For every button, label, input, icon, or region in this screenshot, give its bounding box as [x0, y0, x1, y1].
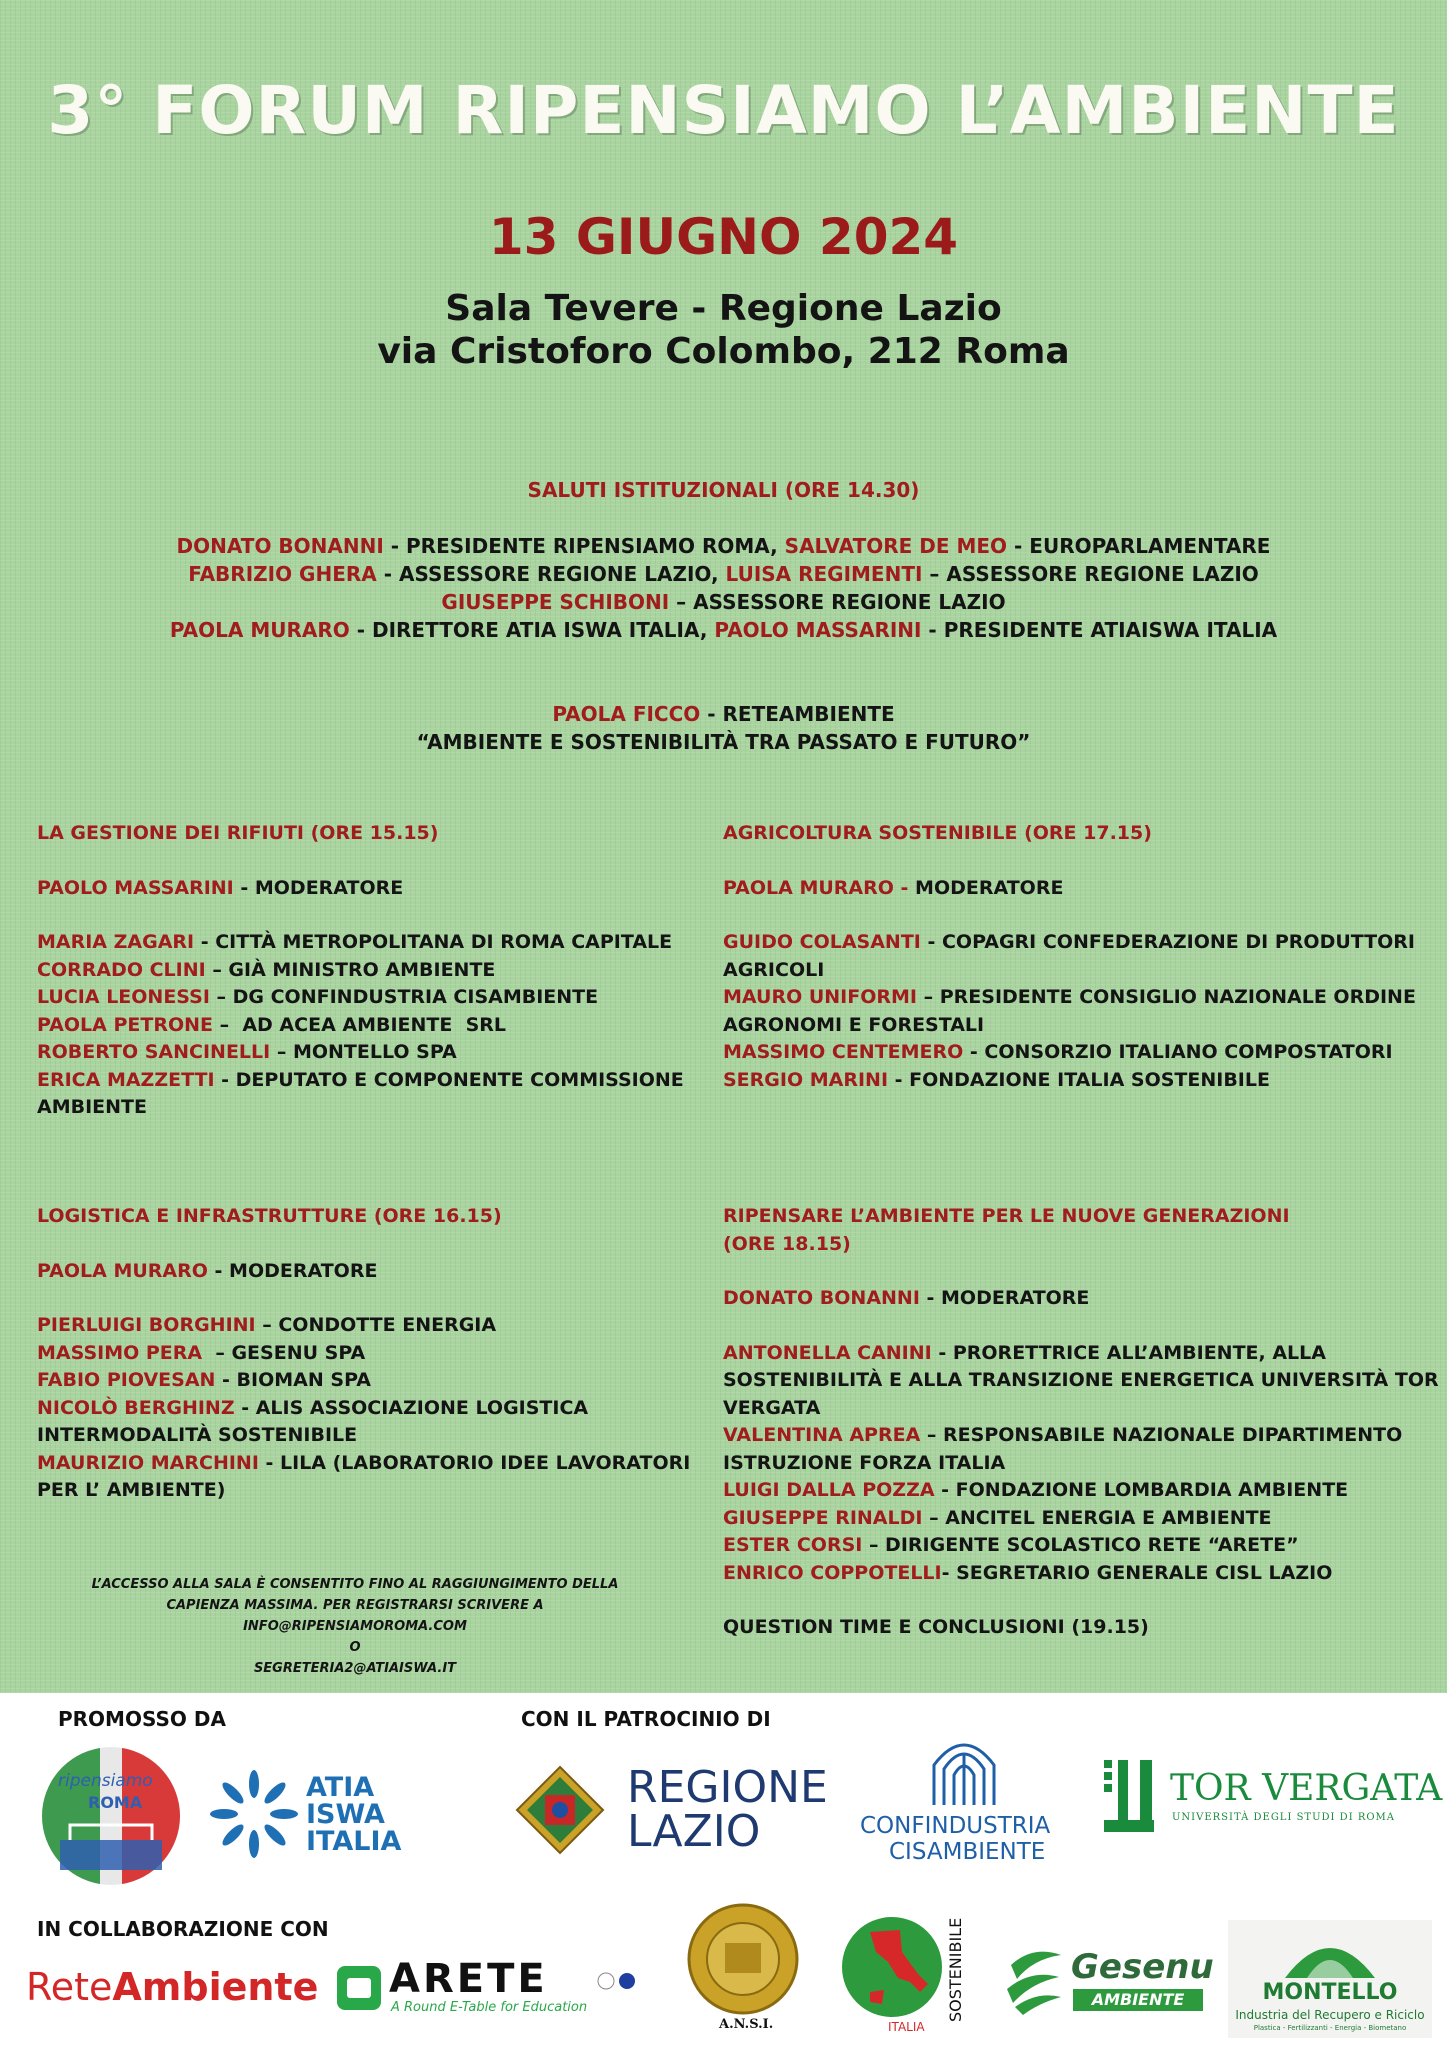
saluti-heading: SALUTI ISTITUZIONALI (ORE 14.30)	[527, 478, 920, 502]
saluti-section	[0, 476, 1447, 644]
event-title: 3° FORUM RIPENSIAMO L’AMBIENTE	[47, 72, 1400, 149]
ansi-medal-icon	[687, 1903, 799, 2015]
ripensiamo-roma-emblem	[40, 1745, 182, 1887]
access-note-line: L’ACCESSO ALLA SALA È CONSENTITO FINO AL RAGGIUNGIMENTO DELLA	[91, 1577, 619, 1592]
speaker-line	[723, 1560, 1439, 1588]
reteambiente-logo	[26, 1965, 318, 2009]
speaker-name: MAURO UNIFORMI	[723, 986, 917, 1008]
patrocinio-label: CON IL PATROCINIO DI	[521, 1707, 771, 1731]
speaker-role: - FONDAZIONE LOMBARDIA AMBIENTE	[934, 1479, 1349, 1501]
speaker-role: - PRESIDENTE RIPENSIAMO ROMA,	[383, 534, 785, 558]
speaker-role: MODERATORE	[908, 876, 1064, 899]
speaker-name: ROBERTO SANCINELLI	[37, 1041, 271, 1063]
speaker-role: - DEPUTATO E COMPONENTE COMMISSIONE	[214, 1068, 684, 1091]
sostenibile-logo-vertical: SOSTENIBILE	[946, 1917, 965, 2022]
keynote-topic: “AMBIENTE E SOSTENIBILITÀ TRA PASSATO E FUTURO”	[416, 730, 1031, 754]
speaker-line	[37, 1367, 690, 1395]
speaker-role-continued: ISTRUZIONE FORZA ITALIA	[723, 1451, 1006, 1474]
venue-line-1: Sala Tevere - Regione Lazio	[445, 288, 1002, 329]
atia-logo-line: ATIA	[306, 1772, 375, 1803]
session-agricoltura	[723, 820, 1416, 1094]
speaker-role-continued: INTERMODALITÀ SOSTENIBILE	[37, 1424, 358, 1446]
tor-vergata-logo-name: TOR VERGATA	[1170, 1768, 1443, 1809]
montello-logo	[1228, 1920, 1432, 2038]
speaker-role-continued: VERGATA	[723, 1396, 821, 1419]
atia-logo-line: ITALIA	[306, 1826, 402, 1857]
arete-square-icon	[335, 1964, 383, 2012]
moderator-line	[37, 875, 684, 903]
access-note-line: CAPIENZA MASSIMA. PER REGISTRARSI SCRIVERE A	[166, 1598, 544, 1613]
speaker-role-continued: SOSTENIBILITÀ E ALLA TRANSIZIONE ENERGETICA UNIVERSITÀ TOR	[723, 1369, 1439, 1391]
arete-logo-tagline: A Round E-Table for Education	[391, 2000, 588, 2015]
speaker-line	[37, 1067, 684, 1095]
flags-icon	[597, 1972, 637, 1990]
montello-hill-icon	[1285, 1928, 1375, 1978]
speaker-role: - DIRETTORE ATIA ISWA ITALIA,	[349, 618, 715, 642]
speaker-name: FABIO PIOVESAN	[37, 1369, 216, 1391]
ripensiamo-logo-word: ripensiamo	[58, 1771, 153, 1791]
speaker-name: ESTER CORSI	[723, 1534, 863, 1556]
saluti-line	[0, 560, 1447, 588]
ansi-logo-label: A.N.S.I.	[719, 2017, 774, 2032]
tor-vergata-logo	[1100, 1760, 1443, 1838]
regione-logo-line: REGIONE	[627, 1762, 828, 1813]
speaker-role-continued: AMBIENTE	[37, 1096, 147, 1118]
speaker-name: PAOLA FICCO	[552, 702, 701, 726]
moderator-line	[723, 875, 1416, 903]
speaker-role: – GIÀ MINISTRO AMBIENTE	[205, 958, 496, 981]
session-generazioni	[723, 1203, 1439, 1642]
speaker-role: - RETEAMBIENTE	[700, 702, 895, 726]
speaker-name: MASSIMO PERA	[37, 1341, 203, 1364]
speaker-line	[723, 1532, 1439, 1560]
speaker-name: PAOLA MURARO	[37, 1259, 208, 1282]
speaker-line	[723, 1477, 1439, 1505]
regione-logo-line: LAZIO	[627, 1806, 761, 1857]
speaker-name: GIUSEPPE RINALDI	[723, 1506, 923, 1529]
speaker-role: – ANCITEL ENERGIA E AMBIENTE	[922, 1506, 1272, 1529]
gesenu-logo	[1003, 1945, 1214, 2025]
speaker-name: DONATO BONANNI	[176, 534, 384, 558]
session-time: (ORE 18.15)	[723, 1232, 851, 1255]
speaker-line	[37, 929, 684, 957]
speaker-role: - FONDAZIONE ITALIA SOSTENIBILE	[888, 1068, 1270, 1091]
speaker-role: - MODERATORE	[233, 876, 404, 899]
saluti-line	[0, 588, 1447, 616]
speaker-role: – DIRIGENTE SCOLASTICO RETE “ARETE”	[862, 1534, 1299, 1556]
speaker-line	[37, 1012, 684, 1040]
speaker-role: - LILA (LABORATORIO IDEE LAVORATORI	[258, 1451, 691, 1474]
speaker-role: - ALIS ASSOCIAZIONE LOGISTICA	[234, 1396, 589, 1419]
speaker-role: - MODERATORE	[919, 1287, 1090, 1309]
speaker-name: PAOLA MURARO -	[723, 876, 909, 899]
speaker-line	[37, 957, 684, 985]
speaker-name: LUISA REGIMENTI	[725, 562, 923, 586]
speaker-line	[723, 1505, 1439, 1533]
arete-logo	[335, 1956, 650, 2020]
speaker-name: CORRADO CLINI	[37, 958, 206, 981]
atia-logo-line: ISWA	[306, 1799, 385, 1830]
speaker-role: - BIOMAN SPA	[215, 1369, 371, 1391]
speaker-role: – RESPONSABILE NAZIONALE DIPARTIMENTO	[920, 1424, 1403, 1446]
speaker-role: – ASSESSORE REGIONE LAZIO	[669, 590, 1006, 614]
speaker-name: FABRIZIO GHERA	[188, 562, 377, 586]
gesenu-logo-name: Gesenu	[1071, 1947, 1214, 1987]
saluti-line	[0, 616, 1447, 644]
speaker-name: GUIDO COLASANTI	[723, 931, 921, 953]
reteambiente-logo-part: Ambiente	[112, 1965, 319, 2009]
speaker-role-continued: PER L’ AMBIENTE)	[37, 1479, 226, 1501]
ripensiamo-roma-logo	[40, 1745, 182, 1887]
montello-logo-tagline: Industria del Recupero e Riciclo	[1235, 2008, 1425, 2022]
speaker-role-continued: AGRICOLI	[723, 958, 825, 981]
speaker-role: – ASSESSORE REGIONE LAZIO	[922, 562, 1259, 586]
speaker-name: LUCIA LEONESSI	[37, 986, 210, 1008]
regione-lazio-logo	[515, 1762, 828, 1859]
regione-lazio-crest-icon	[515, 1765, 605, 1855]
speaker-name: LUIGI DALLA POZZA	[723, 1479, 935, 1501]
speaker-name: MAURIZIO MARCHINI	[37, 1451, 259, 1474]
montello-logo-name: MONTELLO	[1262, 1980, 1398, 2005]
speaker-role: - PRORETTRICE ALL’AMBIENTE, ALLA	[931, 1341, 1326, 1364]
reteambiente-logo-part: Rete	[26, 1965, 113, 2009]
speaker-name: PAOLA MURARO	[169, 618, 350, 642]
speaker-line	[723, 1340, 1439, 1368]
confindustria-logo-line: CONFINDUSTRIA	[860, 1813, 1051, 1839]
gesenu-logo-badge: AMBIENTE	[1073, 1989, 1203, 2011]
event-date: 13 GIUGNO 2024	[488, 208, 959, 266]
session-heading: LOGISTICA E INFRASTRUTTURE (ORE 16.15)	[37, 1205, 502, 1227]
collaborazione-label: IN COLLABORAZIONE CON	[37, 1917, 329, 1941]
speaker-line	[723, 929, 1416, 957]
speaker-role: - COPAGRI CONFEDERAZIONE DI PRODUTTORI	[920, 931, 1415, 953]
speaker-name: NICOLÒ BERGHINZ	[37, 1396, 235, 1419]
speaker-line	[723, 1039, 1416, 1067]
venue-line-2: via Cristoforo Colombo, 212 Roma	[377, 331, 1070, 372]
speaker-role: - EUROPARLAMENTARE	[1007, 534, 1271, 558]
access-note	[60, 1574, 650, 1679]
confindustria-logo	[860, 1735, 1070, 1865]
montello-logo-products: Plastica - Fertilizzanti - Energia - Biometano	[1253, 2024, 1407, 2032]
closing-line: QUESTION TIME E CONCLUSIONI (19.15)	[723, 1616, 1149, 1638]
speaker-name: ENRICO COPPOTELLI	[723, 1561, 942, 1584]
saluti-line	[0, 532, 1447, 560]
promosso-label: PROMOSSO DA	[58, 1707, 226, 1731]
keynote-speaker	[0, 700, 1447, 728]
speaker-role-continued: AGRONOMI E FORESTALI	[723, 1013, 985, 1036]
tor-vergata-logo-subtitle: UNIVERSITÀ DEGLI STUDI DI ROMA	[1172, 1812, 1396, 1823]
confindustria-logo-line: CISAMBIENTE	[889, 1839, 1046, 1865]
speaker-role: - PRESIDENTE ATIAISWA ITALIA	[921, 618, 1278, 642]
speaker-role: - SEGRETARIO GENERALE CISL LAZIO	[941, 1561, 1333, 1584]
speaker-role: - MODERATORE	[207, 1259, 378, 1282]
speaker-role: – MONTELLO SPA	[270, 1041, 457, 1063]
confindustria-emblem-icon	[924, 1735, 1004, 1807]
email-link[interactable]: SEGRETERIA2@ATIAISWA.IT	[253, 1661, 457, 1676]
speaker-name: PAOLA PETRONE	[37, 1013, 213, 1036]
speaker-name: PAOLO MASSARINI	[714, 618, 922, 642]
speaker-line	[37, 1450, 690, 1478]
speaker-name: VALENTINA APREA	[723, 1424, 921, 1446]
sostenibile-italia-logo	[840, 1912, 970, 2037]
session-heading: LA GESTIONE DEI RIFIUTI (ORE 15.15)	[37, 822, 439, 844]
moderator-line	[723, 1285, 1439, 1313]
speaker-line	[723, 984, 1416, 1012]
speaker-line	[37, 984, 684, 1012]
speaker-name: ERICA MAZZETTI	[37, 1068, 215, 1091]
atia-iswa-logo	[210, 1770, 402, 1862]
speaker-name: DONATO BONANNI	[723, 1287, 920, 1309]
speaker-line	[37, 1039, 684, 1067]
speaker-line	[37, 1340, 690, 1368]
keynote-section	[0, 700, 1447, 756]
ripensiamo-logo-city: ROMA	[88, 1793, 143, 1812]
speaker-name: PIERLUIGI BORGHINI	[37, 1314, 256, 1336]
moderator-line	[37, 1258, 690, 1286]
session-heading: RIPENSARE L’AMBIENTE PER LE NUOVE GENERAZIONI	[723, 1205, 1290, 1227]
speaker-line	[37, 1395, 690, 1423]
italy-map-icon	[840, 1912, 945, 2022]
session-heading: AGRICOLTURA SOSTENIBILE (ORE 17.15)	[723, 822, 1152, 844]
speaker-name: PAOLO MASSARINI	[37, 876, 234, 899]
arete-logo-name: ARETE	[389, 1956, 548, 2002]
speaker-role: - CONSORZIO ITALIANO COMPOSTATORI	[963, 1041, 1393, 1063]
speaker-role: – CONDOTTE ENERGIA	[255, 1314, 497, 1336]
speaker-name: MARIA ZAGARI	[37, 931, 195, 953]
speaker-name: GIUSEPPE SCHIBONI	[441, 590, 670, 614]
speaker-name: ANTONELLA CANINI	[723, 1341, 932, 1364]
ansi-logo	[687, 1903, 802, 2043]
speaker-name: SALVATORE DE MEO	[784, 534, 1008, 558]
gesenu-swoosh-icon	[1003, 1945, 1065, 2015]
speaker-role: – AD ACEA AMBIENTE SRL	[213, 1013, 507, 1036]
speaker-line	[37, 1312, 690, 1340]
speaker-role: – GESENU SPA	[202, 1341, 366, 1364]
speaker-line	[723, 1067, 1416, 1095]
email-link[interactable]: INFO@RIPENSIAMOROMA.COM	[243, 1619, 467, 1634]
speaker-role: – PRESIDENTE CONSIGLIO NAZIONALE ORDINE	[917, 986, 1416, 1008]
speaker-name: MASSIMO CENTEMERO	[723, 1041, 964, 1063]
sostenibile-logo-country: ITALIA	[888, 2020, 925, 2034]
speaker-line	[723, 1422, 1439, 1450]
tor-vergata-emblem-icon	[1100, 1760, 1158, 1834]
session-logistica	[37, 1203, 690, 1505]
speaker-role: - ASSESSORE REGIONE LAZIO,	[376, 562, 726, 586]
speaker-role: - CITTÀ METROPOLITANA DI ROMA CAPITALE	[194, 931, 673, 953]
speaker-role: – DG CONFINDUSTRIA CISAMBIENTE	[209, 986, 599, 1008]
speaker-name: SERGIO MARINI	[723, 1068, 889, 1091]
access-note-line: O	[349, 1640, 361, 1655]
atia-flower-icon	[210, 1770, 298, 1858]
session-rifiuti	[37, 820, 684, 1122]
